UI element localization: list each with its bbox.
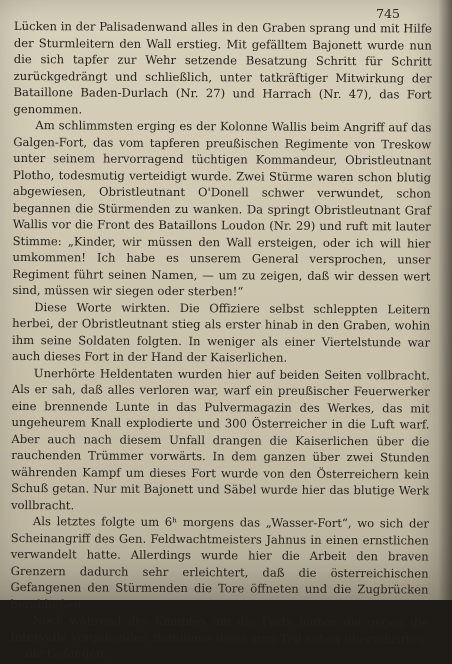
paragraph: Am schlimmsten erging es der Kolonne Wallis beim Angriff auf das Galgen-Fort, das vom tapferen preußischen Regimente von Treskow unter seinem hervorragend tüchtigen Kommandeur, Obristleutnant Plotho, todesmutig verteidigt wurde. Zwei Stürme waren schon blutig abgewiesen, Obristleutnant O'Donell schwer verwundet, schon begannen die Stürmenden zu wanken. Da springt Obristleutnant Graf Wallis vor die Front des Bataillons Loudon (Nr. 29) und ruft mit lauter Stimme: „Kinder, wir müssen den Wall ersteigen, oder ich will hier umkommen! Ich habe es unserem General versprochen, unser Regiment führt seinen Namen, — um zu zeigen, daß wir dessen wert sind, müssen wir siegen oder sterben!“	[12, 118, 432, 299]
page-edge-shadow	[438, 0, 452, 600]
paragraph: Unerhörte Heldentaten wurden hier auf beiden Seiten vollbracht. Als er sah, daß alles verloren war, warf ein preußischer Feuerwerker eine brennende Lunte in das Pulvermagazin des Werkes, das mit ungeheurem Knall explodierte und 300 Österreicher in die Luft warf. Aber auch nach diesem Unfall drangen die Kaiserlichen über die rauchenden Trümmer vorwärts. In dem ganzen über zwei Stunden währenden Kampf um dieses Fort wurde von den Österreichern kein Schuß getan. Nur mit Bajonett und Säbel wurde hier das blutige Werk vollbracht.	[10, 365, 430, 512]
paragraph: Lücken in der Palisadenwand alles in den Graben sprang und mit Hilfe der Sturmleitern den Wall erstieg. Mit gefälltem Bajonett wurde nun die sich tapfer zur Wehr setzende Besatzung Schritt für Schritt zurückgedrängt und schließlich, unter tatkräftiger Mitwirkung der Bataillone Baden-Durlach (Nr. 27) und Harrach (Nr. 47), das Fort genommen.	[13, 18, 432, 116]
page-number: 745	[376, 6, 400, 21]
paragraph: Diese Worte wirkten. Die Offiziere selbst schleppten Leitern herbei, der Obristleutnant stieg als erster hinab in den Graben, wohin ihm seine Soldaten folgten. In weniger als einer Viertelstunde war auch dieses Fort in der Hand der Kaiserlichen.	[11, 299, 431, 365]
body-text	[10, 18, 432, 664]
paragraph: Als letztes folgte um 6ʰ morgens das „Wasser-Fort“, wo sich der Scheinangriff des Gen. Feldwachtmeisters Jahnus in einen ernstlichen verwandelt hatte. Allerdings wurde hier die Arbeit den braven Grenzern dadurch sehr erleichtert, daß die österreichischen Gefangenen den Stürmenden die Tore öffneten und die Zugbrücken herabließen.	[10, 514, 429, 611]
paragraph: Noch während des Kampfes um die Forts hatten die gegen die Intervalle vorgehenden Bataillone diese zum Teil schon überschritten. … die Gefangen…	[10, 613, 429, 661]
